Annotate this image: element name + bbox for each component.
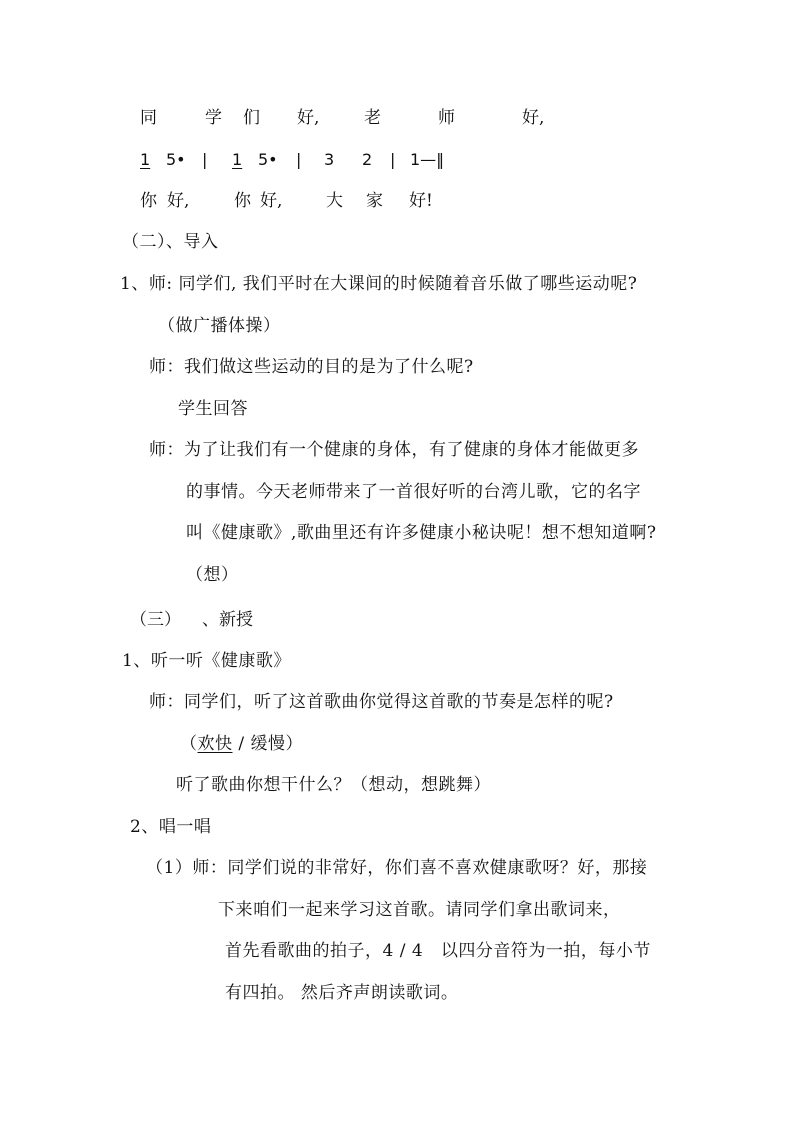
paragraph-line: 1、听一听《健康歌》 <box>122 651 291 671</box>
answer-selected: 欢快 <box>197 734 233 754</box>
note: 3 <box>324 150 335 169</box>
note: 1—‖ <box>410 150 445 169</box>
lyric-syllable: 家 <box>366 191 383 211</box>
bar-line: | <box>202 150 208 169</box>
paragraph-line: 师：同学们，听了这首歌曲你觉得这首歌的节奏是怎样的呢? <box>149 692 614 712</box>
bar-line: | <box>296 150 302 169</box>
answer-rest: / 缓慢） <box>232 734 304 754</box>
lyric-syllable: 好, <box>297 108 320 128</box>
section-heading-number: （三） <box>130 610 181 630</box>
section-heading: （二）、导入 <box>122 232 219 252</box>
paragraph-line: 的事情。今天老师带来了一首很好听的台湾儿歌，它的名字 <box>186 482 641 502</box>
paragraph-line: 1、师: 同学们, 我们平时在大课间的时候随着音乐做了哪些运动呢? <box>120 274 638 294</box>
paragraph-line: （1）师：同学们说的非常好，你们喜不喜欢健康歌呀？好，那接 <box>146 858 648 878</box>
lyric-syllable: 老 <box>364 108 381 128</box>
paragraph-line: 师：为了让我们有一个健康的身体，有了健康的身体才能做更多 <box>149 440 639 460</box>
note: 5• <box>166 150 186 169</box>
paragraph-line: 2、唱一唱 <box>130 817 212 837</box>
paragraph-line: 首先看歌曲的拍子，4 / 4 以四分音符为一拍，每小节 <box>225 941 651 961</box>
bar-line: | <box>390 150 396 169</box>
paragraph-line: （想） <box>186 565 239 585</box>
lyric-syllable: 师 <box>438 108 455 128</box>
lyric-syllable: 你 <box>234 191 251 211</box>
note: 1 <box>140 150 151 169</box>
answer-open: （ <box>180 734 198 754</box>
lyric-syllable: 们 <box>243 108 260 128</box>
note: 2 <box>362 150 373 169</box>
paragraph-line: 听了歌曲你想干什么？（想动，想跳舞） <box>176 775 491 795</box>
paragraph-line: 师：我们做这些运动的目的是为了什么呢? <box>149 357 474 377</box>
lyric-syllable: 好, <box>522 108 545 128</box>
note: 5• <box>258 150 278 169</box>
lyric-syllable: 好, <box>260 191 283 211</box>
lyric-syllable: 好! <box>409 191 433 211</box>
paragraph-line: （做广播体操） <box>158 316 281 336</box>
paragraph-line: 学生回答 <box>178 399 248 419</box>
note: 1 <box>232 150 243 169</box>
paragraph-line: 有四拍。 然后齐声朗读歌词。 <box>225 983 459 1003</box>
paragraph-line: 下来咱们一起来学习这首歌。请同学们拿出歌词来， <box>218 900 621 920</box>
answer-choices <box>180 732 303 756</box>
lyric-syllable: 同 <box>140 108 157 128</box>
section-heading-title: 、新授 <box>202 610 253 630</box>
lyric-syllable: 大 <box>326 191 343 211</box>
lyric-syllable: 你 <box>140 191 157 211</box>
lyric-syllable: 好, <box>167 191 190 211</box>
lyric-syllable: 学 <box>205 108 222 128</box>
paragraph-line: 叫《健康歌》,歌曲里还有许多健康小秘诀呢！想不想知道啊? <box>186 523 657 543</box>
